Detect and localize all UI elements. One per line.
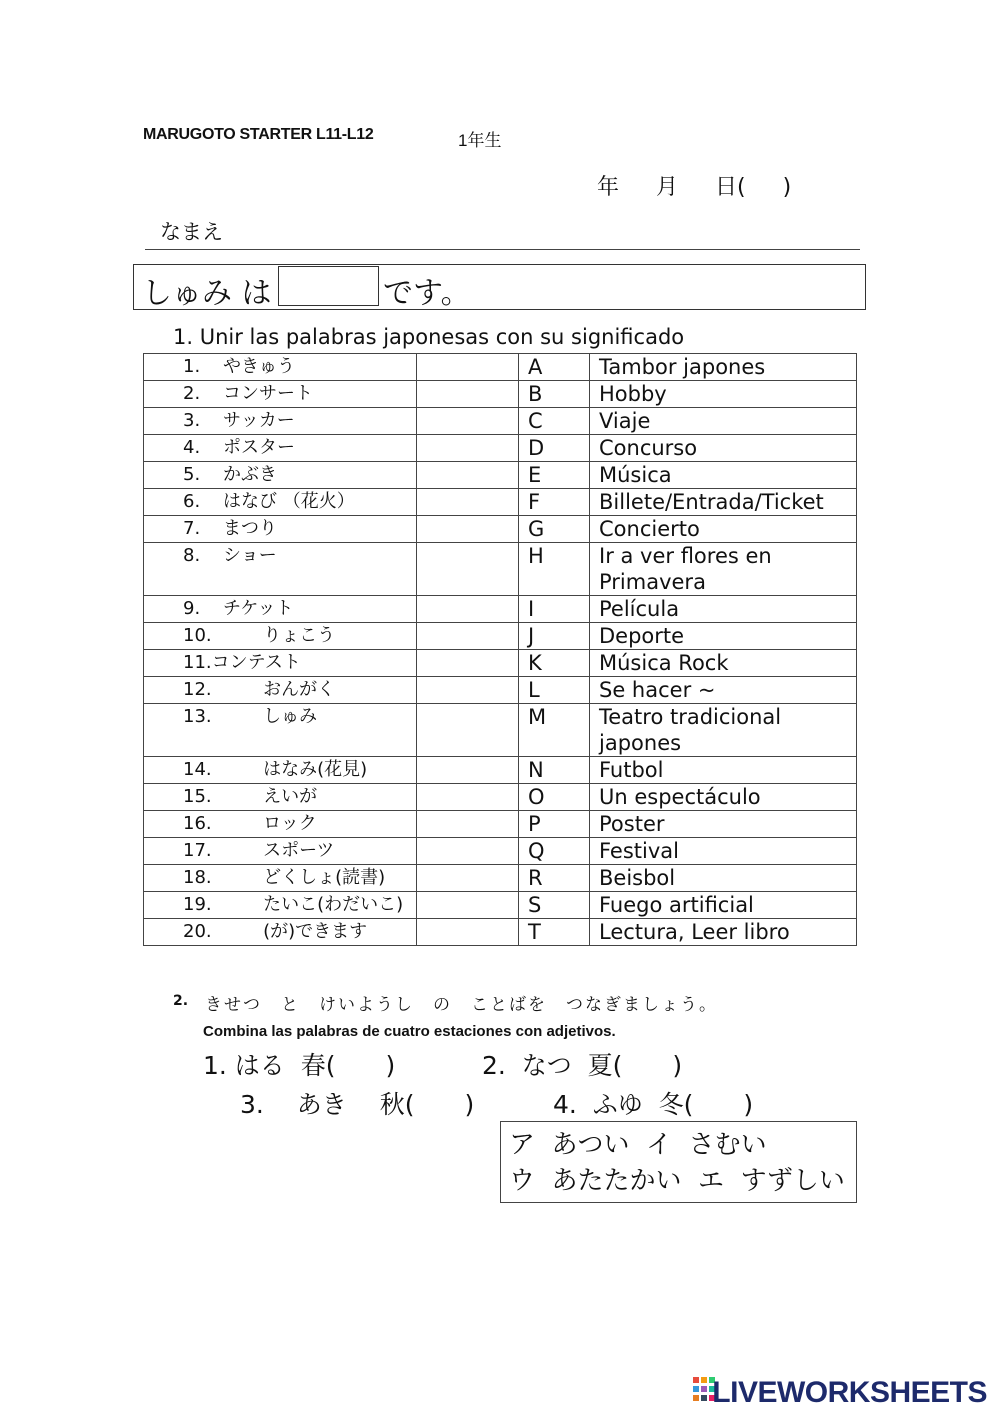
table-row [144, 462, 857, 489]
answer-letter: B [519, 381, 590, 408]
table-row [144, 650, 857, 677]
name-underline[interactable] [145, 249, 860, 250]
table-row [144, 408, 857, 435]
japanese-word: 12. おんがく [144, 677, 417, 704]
spanish-meaning: Película [590, 596, 857, 623]
answer-cell[interactable] [417, 757, 519, 784]
spanish-meaning: Se hacer ~ [590, 677, 857, 704]
season-spring[interactable]: 1. はる 春( ) [203, 1051, 396, 1080]
answer-cell[interactable] [417, 677, 519, 704]
japanese-word: 8. ショー [144, 543, 417, 596]
hobby-prefix: しゅみ は [142, 276, 272, 311]
hobby-suffix: です。 [383, 276, 471, 311]
japanese-word: 3. サッカー [144, 408, 417, 435]
japanese-word: 1. やきゅう [144, 354, 417, 381]
answer-cell[interactable] [417, 462, 519, 489]
table-row [144, 784, 857, 811]
japanese-word: 4. ポスター [144, 435, 417, 462]
answer-cell[interactable] [417, 489, 519, 516]
matching-table [143, 353, 857, 946]
japanese-word: 11.コンテスト [144, 650, 417, 677]
answer-cell[interactable] [417, 623, 519, 650]
spanish-meaning: Festival [590, 838, 857, 865]
table-row [144, 811, 857, 838]
worksheet-title: MARUGOTO STARTER L11-L12 [143, 126, 374, 143]
table-row [144, 865, 857, 892]
japanese-word: 19. たいこ(わだいこ) [144, 892, 417, 919]
answer-letter: G [519, 516, 590, 543]
answer-letter: D [519, 435, 590, 462]
answer-letter: F [519, 489, 590, 516]
answer-letter: H [519, 543, 590, 596]
answer-cell[interactable] [417, 516, 519, 543]
spanish-meaning: Deporte [590, 623, 857, 650]
japanese-word: 2. コンサート [144, 381, 417, 408]
spanish-meaning: Beisbol [590, 865, 857, 892]
answer-cell[interactable] [417, 596, 519, 623]
spanish-meaning: Un espectáculo [590, 784, 857, 811]
answer-letter: O [519, 784, 590, 811]
answer-letter: Q [519, 838, 590, 865]
table-row [144, 892, 857, 919]
hobby-answer-field[interactable] [278, 266, 379, 306]
answer-cell[interactable] [417, 543, 519, 596]
japanese-word: 9. チケット [144, 596, 417, 623]
table-row [144, 489, 857, 516]
season-summer[interactable]: 2. なつ 夏( ) [482, 1051, 683, 1080]
table-row [144, 381, 857, 408]
spanish-meaning: Teatro tradicional japones [590, 704, 857, 757]
spanish-meaning: Tambor japones [590, 354, 857, 381]
table-row [144, 596, 857, 623]
answer-cell[interactable] [417, 784, 519, 811]
liveworksheets-logo: LIVEWORKSHEETS [712, 1376, 987, 1409]
season-winter[interactable]: 4. ふゆ 冬( ) [553, 1090, 754, 1119]
japanese-word: 15. えいが [144, 784, 417, 811]
adjective-options-line2: ウ あたたかい エ すずしい [509, 1166, 845, 1196]
spanish-meaning: Lectura, Leer libro [590, 919, 857, 946]
answer-letter: I [519, 596, 590, 623]
japanese-word: 6. はなび （花火） [144, 489, 417, 516]
answer-cell[interactable] [417, 811, 519, 838]
answer-letter: S [519, 892, 590, 919]
japanese-word: 17. スポーツ [144, 838, 417, 865]
table-row [144, 704, 857, 757]
japanese-word: 18. どくしょ(読書) [144, 865, 417, 892]
japanese-word: 16. ロック [144, 811, 417, 838]
answer-letter: A [519, 354, 590, 381]
spanish-meaning: Concurso [590, 435, 857, 462]
spanish-meaning: Fuego artificial [590, 892, 857, 919]
answer-letter: L [519, 677, 590, 704]
answer-letter: N [519, 757, 590, 784]
adjective-options-line1: ア あつい イ さむい [509, 1130, 767, 1160]
spanish-meaning: Poster [590, 811, 857, 838]
answer-cell[interactable] [417, 704, 519, 757]
answer-cell[interactable] [417, 354, 519, 381]
grade-label: 1年生 [458, 131, 502, 150]
name-label: なまえ [160, 220, 223, 244]
answer-cell[interactable] [417, 381, 519, 408]
spanish-meaning: Futbol [590, 757, 857, 784]
table-row [144, 435, 857, 462]
answer-cell[interactable] [417, 838, 519, 865]
answer-letter: T [519, 919, 590, 946]
answer-letter: K [519, 650, 590, 677]
table-row [144, 543, 857, 596]
answer-cell[interactable] [417, 865, 519, 892]
date-line: 年 月 日( ) [597, 175, 792, 200]
answer-cell[interactable] [417, 892, 519, 919]
japanese-word: 10. りょこう [144, 623, 417, 650]
spanish-meaning: Billete/Entrada/Ticket [590, 489, 857, 516]
japanese-word: 5. かぶき [144, 462, 417, 489]
table-row [144, 516, 857, 543]
exercise2-subtitle: Combina las palabras de cuatro estaciones con adjetivos. [203, 1023, 616, 1040]
spanish-meaning: Concierto [590, 516, 857, 543]
answer-cell[interactable] [417, 435, 519, 462]
spanish-meaning: Música Rock [590, 650, 857, 677]
table-row [144, 677, 857, 704]
spanish-meaning: Hobby [590, 381, 857, 408]
exercise2-title: きせつ と けいようし の ことばを つなぎましょう。 [205, 995, 718, 1015]
table-row [144, 623, 857, 650]
spanish-meaning: Ir a ver flores en Primavera [590, 543, 857, 596]
table-row [144, 354, 857, 381]
answer-letter: E [519, 462, 590, 489]
answer-letter: P [519, 811, 590, 838]
table-row [144, 919, 857, 946]
answer-letter: M [519, 704, 590, 757]
japanese-word: 14. はなみ(花見) [144, 757, 417, 784]
table-row [144, 757, 857, 784]
answer-cell[interactable] [417, 408, 519, 435]
table-row [144, 838, 857, 865]
season-autumn[interactable]: 3. あき 秋( ) [240, 1090, 475, 1119]
exercise2-number: 2. [173, 993, 189, 1009]
answer-letter: C [519, 408, 590, 435]
japanese-word: 13. しゅみ [144, 704, 417, 757]
spanish-meaning: Música [590, 462, 857, 489]
japanese-word: 7. まつり [144, 516, 417, 543]
spanish-meaning: Viaje [590, 408, 857, 435]
exercise1-title: 1. Unir las palabras japonesas con su significado [173, 325, 685, 349]
japanese-word: 20. (が)できます [144, 919, 417, 946]
answer-cell[interactable] [417, 650, 519, 677]
answer-letter: J [519, 623, 590, 650]
answer-cell[interactable] [417, 919, 519, 946]
answer-letter: R [519, 865, 590, 892]
